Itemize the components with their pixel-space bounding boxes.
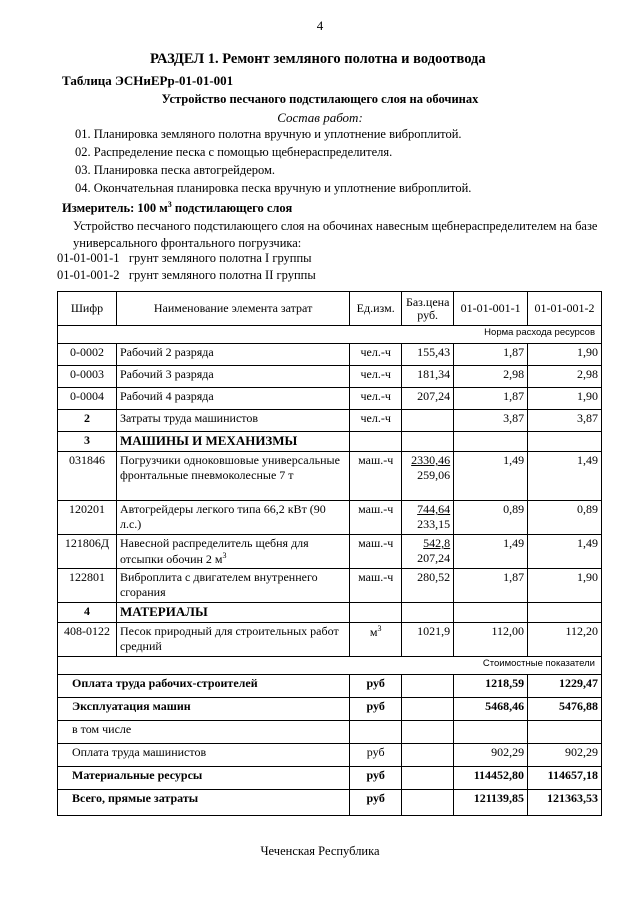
cost-v2: 114657,18	[528, 767, 602, 790]
cell-price: 155,43	[402, 344, 454, 366]
cell-v1: 1,87	[454, 388, 528, 410]
cell-cipher: 3	[58, 432, 117, 452]
cell-cipher: 121806Д	[58, 535, 117, 569]
cost-label: Стоимостные показатели	[58, 657, 602, 675]
table-row	[58, 603, 602, 623]
cell-price	[402, 410, 454, 432]
cell-price: 207,24	[402, 388, 454, 410]
header-cipher: Шифр	[58, 292, 117, 326]
cell-price: 280,52	[402, 569, 454, 603]
cell-unit: маш.-ч	[350, 452, 402, 501]
cost-row	[58, 790, 602, 816]
cell-price: 2330,46 259,06	[402, 452, 454, 501]
cell-price: 542,8 207,24	[402, 535, 454, 569]
work-step: 02. Распределение песка с помощью щебнераспределителя.	[75, 145, 393, 159]
cost-name: Материальные ресурсы	[58, 767, 350, 790]
cell-name: Навесной распределитель щебня для отсыпки обочин 2 $м^3$	[116, 535, 349, 569]
cost-unit: руб	[350, 790, 402, 816]
measure-unit: Измеритель: 100 $м^3$ подстилающего слоя	[62, 200, 293, 216]
cost-row	[58, 721, 602, 744]
cost-unit: руб	[350, 698, 402, 721]
cell-name: Песок природный для строительных работ средний	[116, 623, 349, 657]
cell-cipher: 408-0122	[58, 623, 117, 657]
cell-cipher: 2	[58, 410, 117, 432]
cell-name: Автогрейдеры легкого типа 66,2 кВт (90 л.с.)	[116, 501, 349, 535]
cell-name: Рабочий 2 разряда	[116, 344, 349, 366]
header-price: Баз.цена руб.	[402, 292, 454, 326]
section-title: РАЗДЕЛ 1. Ремонт земляного полотна и водоотвода	[150, 51, 486, 67]
table-id: Таблица ЭСНиЕРр-01-01-001	[62, 73, 234, 88]
cost-unit: руб	[350, 767, 402, 790]
code-line: 01-01-001-1 грунт земляного полотна I группы	[57, 251, 312, 265]
table-row	[58, 366, 602, 388]
header-col2: 01-01-001-2	[528, 292, 602, 326]
cell-unit: чел.-ч	[350, 410, 402, 432]
cell-v1: 1,49	[454, 535, 528, 569]
cell-unit: маш.-ч	[350, 569, 402, 603]
work-description: Устройство песчаного подстилающего слоя на обочинах навесным щебнераспределителем на базе универсального фронтального погрузчика:	[73, 219, 598, 250]
cost-row	[58, 675, 602, 698]
cell-name: Виброплита с двигателем внутреннего сгорания	[116, 569, 349, 603]
cell-cipher: 0-0003	[58, 366, 117, 388]
cell-unit: маш.-ч	[350, 501, 402, 535]
cell-unit: маш.-ч	[350, 535, 402, 569]
cell-cipher: 031846	[58, 452, 117, 501]
table-row	[58, 623, 602, 657]
cell-cipher: 122801	[58, 569, 117, 603]
cell-v1: 2,98	[454, 366, 528, 388]
cell-price: 181,34	[402, 366, 454, 388]
table-header-row	[58, 292, 602, 326]
cost-unit: руб	[350, 744, 402, 767]
cell-v2: 2,98	[528, 366, 602, 388]
cell-v2: 3,87	[528, 410, 602, 432]
cost-v1: 114452,80	[454, 767, 528, 790]
code-line: 01-01-001-2 грунт земляного полотна II группы	[57, 268, 316, 282]
cost-unit: руб	[350, 675, 402, 698]
norm-label: Норма расхода ресурсов	[58, 326, 602, 344]
cell-unit: чел.-ч	[350, 388, 402, 410]
cell-v2: 1,49	[528, 452, 602, 501]
table-row	[58, 432, 602, 452]
cost-row	[58, 744, 602, 767]
table-row	[58, 410, 602, 432]
cell-cipher: 120201	[58, 501, 117, 535]
page-number: 4	[316, 18, 324, 33]
cell-v1: 3,87	[454, 410, 528, 432]
cell-v1: 0,89	[454, 501, 528, 535]
cell-v2: 1,90	[528, 388, 602, 410]
cost-v2: 121363,53	[528, 790, 602, 816]
table-row	[58, 388, 602, 410]
work-title: Устройство песчаного подстилающего слоя на обочинах	[161, 92, 479, 106]
work-step: 01. Планировка земляного полотна вручную и уплотнение виброплитой.	[75, 127, 462, 141]
table-row	[58, 452, 602, 501]
cost-v1: 121139,85	[454, 790, 528, 816]
cost-v2: 5476,88	[528, 698, 602, 721]
cell-v1: 1,87	[454, 569, 528, 603]
cost-v1: 902,29	[454, 744, 528, 767]
resource-table	[57, 291, 602, 816]
cost-v1: 5468,46	[454, 698, 528, 721]
cell-unit: чел.-ч	[350, 366, 402, 388]
cell-v1: 1,49	[454, 452, 528, 501]
header-unit: Ед.изм.	[350, 292, 402, 326]
table-row	[58, 501, 602, 535]
cell-unit: $м^3$	[350, 623, 402, 657]
group-header-machines: МАШИНЫ И МЕХАНИЗМЫ	[116, 432, 349, 452]
header-name: Наименование элемента затрат	[116, 292, 349, 326]
cell-unit: чел.-ч	[350, 344, 402, 366]
table-row	[58, 344, 602, 366]
cell-v1: 1,87	[454, 344, 528, 366]
cell-name: Рабочий 4 разряда	[116, 388, 349, 410]
cell-cipher: 0-0002	[58, 344, 117, 366]
cost-v2: 902,29	[528, 744, 602, 767]
cell-price: 744,64 233,15	[402, 501, 454, 535]
cost-name: Всего, прямые затраты	[58, 790, 350, 816]
cost-row	[58, 698, 602, 721]
cell-v1: 112,00	[454, 623, 528, 657]
cost-name: в том числе	[58, 721, 350, 744]
cost-v1: 1218,59	[454, 675, 528, 698]
work-step: 03. Планировка песка автогрейдером.	[75, 163, 276, 177]
composition-label: Состав работ:	[277, 110, 363, 125]
header-col1: 01-01-001-1	[454, 292, 528, 326]
cost-name: Оплата труда машинистов	[58, 744, 350, 767]
cell-name: Затраты труда машинистов	[116, 410, 349, 432]
cost-row	[58, 767, 602, 790]
cell-price: 1021,9	[402, 623, 454, 657]
table-row	[58, 569, 602, 603]
group-header-materials: МАТЕРИАЛЫ	[116, 603, 349, 623]
cell-cipher: 0-0004	[58, 388, 117, 410]
cell-v2: 0,89	[528, 501, 602, 535]
work-step: 04. Окончательная планировка песка вручную и уплотнение виброплитой.	[75, 181, 472, 195]
cell-cipher: 4	[58, 603, 117, 623]
table-row	[58, 535, 602, 569]
cell-v2: 1,90	[528, 344, 602, 366]
cell-name: Погрузчики одноковшовые универсальные фронтальные пневмоколесные 7 т	[116, 452, 349, 501]
cost-name: Оплата труда рабочих-строителей	[58, 675, 350, 698]
cell-v2: 112,20	[528, 623, 602, 657]
cell-v2: 1,90	[528, 569, 602, 603]
cost-name: Эксплуатация машин	[58, 698, 350, 721]
cost-v2: 1229,47	[528, 675, 602, 698]
footer-region: Чеченская Республика	[260, 844, 380, 858]
cell-name: Рабочий 3 разряда	[116, 366, 349, 388]
cell-v2: 1,49	[528, 535, 602, 569]
